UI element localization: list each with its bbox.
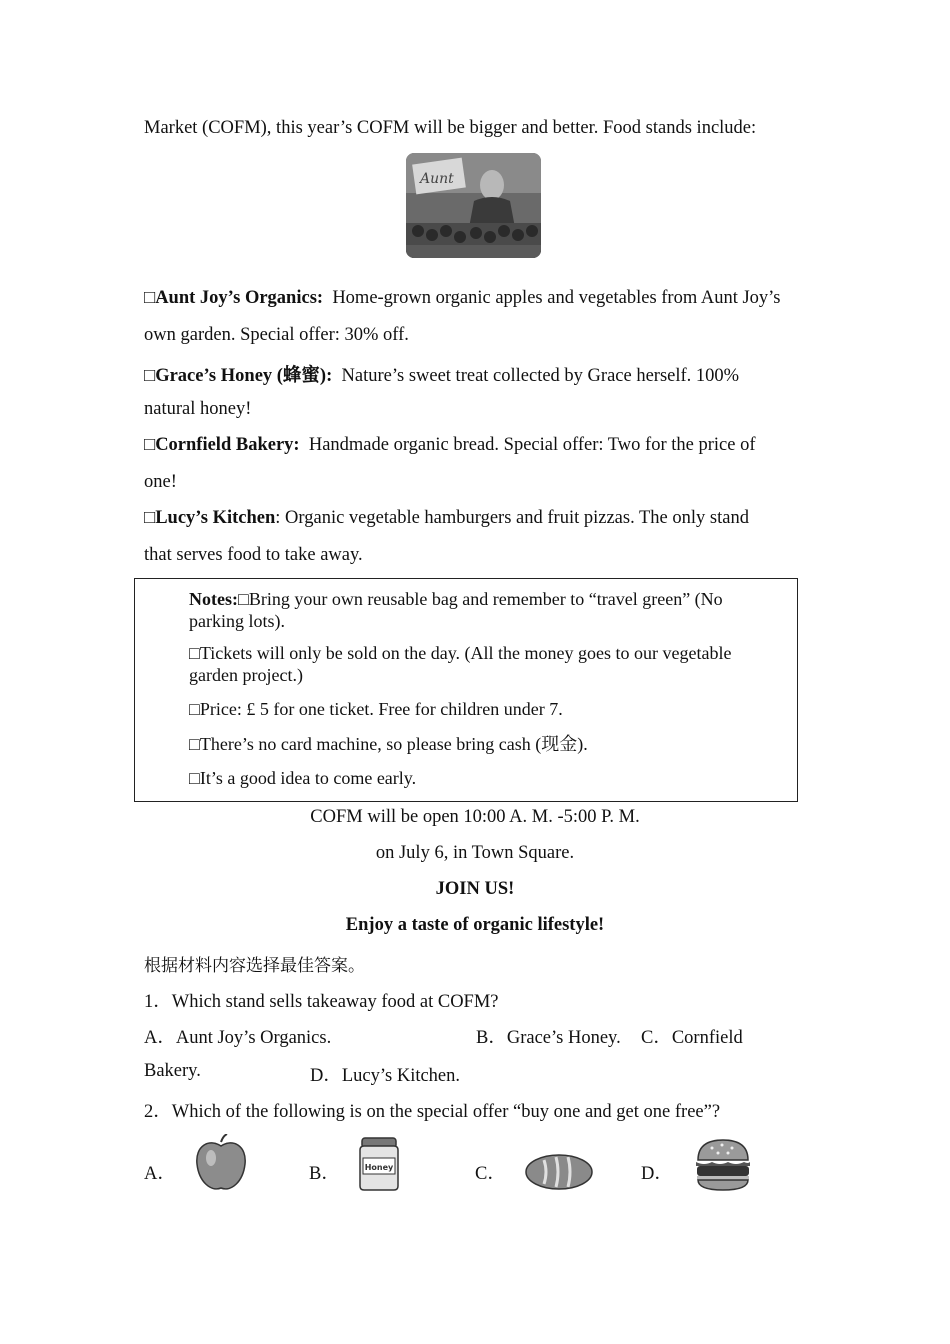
bread-icon [524, 1150, 594, 1192]
stand-cornfield-bakery [144, 435, 755, 456]
q2-option-c[interactable]: C． [475, 1164, 506, 1184]
q1-option-c[interactable]: C．Cornfield [641, 1028, 743, 1048]
date-place: on July 6, in Town Square. [375, 843, 575, 863]
stand-desc-cont: own garden. Special offer: 30% off. [144, 325, 409, 345]
note-item: □Price: £ 5 for one ticket. Free for children under 7. [189, 699, 563, 719]
market-stand-photo-graphic [406, 153, 541, 258]
join-us: JOIN US! [435, 879, 515, 899]
instruction: 根据材料内容选择最佳答案。 [144, 956, 365, 976]
stand-desc-cont: that serves food to take away. [144, 545, 363, 565]
intro-line: Market (COFM), this year’s COFM will be bigger and better. Food stands include: [144, 118, 757, 138]
honey-label: Honey [364, 1163, 394, 1172]
stand-name: Lucy’s Kitchen [155, 508, 276, 528]
stand-grace-honey [144, 361, 739, 387]
stand-aunt-joy [144, 288, 781, 309]
slogan: Enjoy a taste of organic lifestyle! [345, 915, 605, 935]
stand-desc: Nature’s sweet treat collected by Grace herself. 100% [341, 366, 740, 386]
stand-lucys-kitchen [144, 508, 749, 529]
stand-name: Grace’s Honey (蜂蜜): [155, 366, 333, 386]
q1-option-d[interactable]: D．Lucy’s Kitchen. [310, 1066, 461, 1086]
notes-title: Notes: [189, 589, 238, 609]
checkbox-marker: □ [144, 508, 156, 528]
checkbox-marker: □ [144, 435, 156, 455]
note-item: □It’s a good idea to come early. [189, 768, 417, 788]
note-item: Notes:□Bring your own reusable bag and remember to “travel green” (No parking lots). [189, 589, 723, 631]
apple-icon [193, 1134, 249, 1194]
q2-option-a[interactable]: A． [144, 1164, 176, 1184]
q2-option-d[interactable]: D． [641, 1164, 673, 1184]
note-item: □There’s no card machine, so please bring cash (现金). [189, 734, 588, 754]
checkbox-marker: □ [144, 288, 156, 308]
checkbox-marker: □ [144, 366, 156, 386]
stand-desc-cont: one! [144, 472, 177, 492]
stand-desc: Home-grown organic apples and vegetables from Aunt Joy’s [332, 288, 781, 308]
stand-desc-cont: natural honey! [144, 399, 252, 419]
q1-option-c-cont: Bakery. [144, 1061, 201, 1081]
note-item: □Tickets will only be sold on the day. (All the money goes to our vegetable garden project.) [189, 643, 732, 685]
question-2: 2．Which of the following is on the special offer “buy one and get one free”? [144, 1102, 721, 1122]
question-1: 1．Which stand sells takeaway food at COFM? [144, 992, 499, 1012]
q2-option-b[interactable]: B． [309, 1164, 340, 1184]
q1-option-b[interactable]: B．Grace’s Honey. [476, 1028, 621, 1048]
honey-jar-icon [356, 1136, 402, 1192]
q1-option-a[interactable]: A．Aunt Joy’s Organics. [144, 1028, 332, 1048]
stand-name: Cornfield Bakery: [155, 435, 300, 455]
stand-name: Aunt Joy’s Organics: [155, 288, 324, 308]
stand-desc: Handmade organic bread. Special offer: Two for the price of [308, 435, 756, 455]
stand-desc: : Organic vegetable hamburgers and fruit pizzas. The only stand [275, 508, 749, 528]
notes-box [134, 578, 798, 802]
hamburger-icon [694, 1136, 752, 1194]
sign-text: Aunt [420, 171, 454, 187]
open-hours: COFM will be open 10:00 A. M. -5:00 P. M. [310, 807, 640, 827]
market-stand-photo [406, 153, 541, 258]
